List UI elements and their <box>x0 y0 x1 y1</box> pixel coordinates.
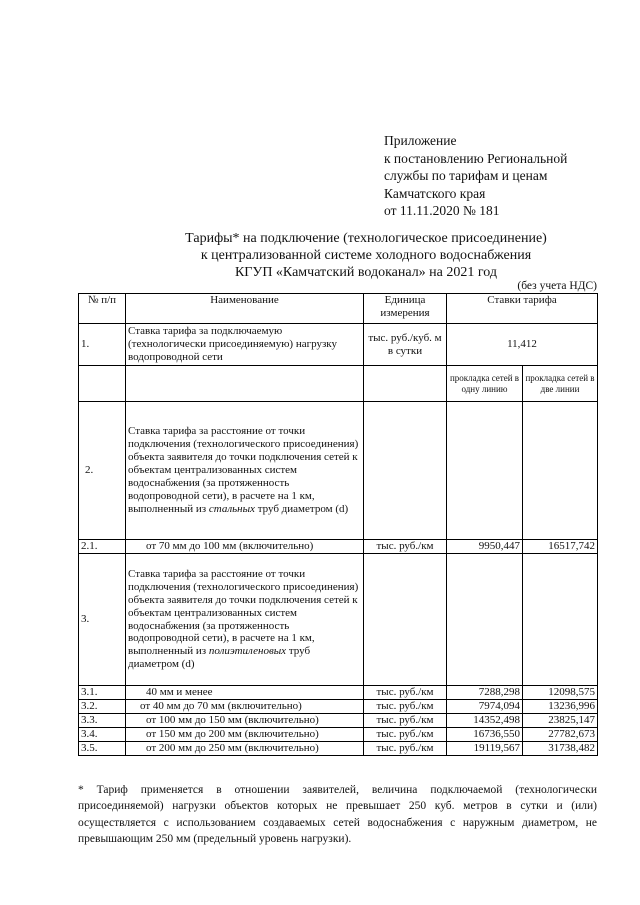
appendix-line: Камчатского края <box>384 185 486 201</box>
row-unit: тыс. руб./км <box>364 540 447 554</box>
table-row <box>79 324 598 366</box>
row-value-one-line: 7288,298 <box>447 686 523 700</box>
subheader-row <box>79 366 598 402</box>
row-name: от 100 мм до 150 мм (включительно) <box>126 714 364 728</box>
title-line: Тарифы* на подключение (технологическое присоединение) <box>185 231 547 246</box>
table-row <box>79 742 598 756</box>
row-unit: тыс. руб./км <box>364 686 447 700</box>
row-value-two-lines: 13236,996 <box>523 700 598 714</box>
row-value: 11,412 <box>447 324 598 366</box>
table-row <box>79 402 598 540</box>
row-name: от 70 мм до 100 мм (включительно) <box>126 540 364 554</box>
row-num: 3.4. <box>79 728 126 742</box>
row-num: 3.2. <box>79 700 126 714</box>
empty-cell <box>79 366 126 402</box>
row-name-text: Ставка тарифа за расстояние от точки подключения (технологического присоединения) объекта заявителя до точки подключения сетей к объектам централизованных систем водоснабжения (за протяженность водопроводной сети), в расчете на 1 км, выполненный из <box>128 425 359 515</box>
table-row <box>79 554 598 686</box>
row-value-one-line: 7974,094 <box>447 700 523 714</box>
row-name-text: труб диаметром (d) <box>128 645 311 671</box>
table-header-row <box>79 294 598 324</box>
empty-cell <box>364 366 447 402</box>
tariff-table <box>78 293 598 756</box>
row-name: Ставка тарифа за подключаемую (технологически присоединяемую) нагрузку водопроводной сети <box>126 324 364 366</box>
row-unit: тыс. руб./куб. м в сутки <box>364 324 447 366</box>
footnote: * Тариф применяется в отношении заявителей, величина подключаемой (технологически присоединяемой) нагрузки объектов которых не превышает 250 куб. метров в сутки и (или) осуществляется с использованием создаваемых сетей водоснабжения с наружным диаметром, не превышающим 250 мм (предельный уровень нагрузки). <box>78 784 597 845</box>
empty-cell <box>126 366 364 402</box>
row-num: 2. <box>79 402 126 540</box>
row-name-material: стальных <box>208 502 255 515</box>
table-row <box>79 700 598 714</box>
row-value-two-lines: 23825,147 <box>523 714 598 728</box>
row-num: 3.1. <box>79 686 126 700</box>
row-unit: тыс. руб./км <box>364 728 447 742</box>
header-name: Наименование <box>126 294 364 324</box>
row-value-one-line: 16736,550 <box>447 728 523 742</box>
row-name: от 150 мм до 200 мм (включительно) <box>126 728 364 742</box>
row-unit: тыс. руб./км <box>364 700 447 714</box>
appendix-line: службы по тарифам и ценам <box>384 168 548 184</box>
header-num: № п/п <box>79 294 126 324</box>
appendix-line: Приложение <box>384 133 457 148</box>
vat-note: (без учета НДС) <box>517 280 597 292</box>
row-num: 1. <box>79 324 126 366</box>
empty-cell <box>523 402 598 540</box>
row-name: от 40 мм до 70 мм (включительно) <box>126 700 364 714</box>
appendix-block <box>384 132 567 220</box>
row-name-text: Ставка тарифа за расстояние от точки подключения (технологического присоединения) объекта заявителя до точки подключения сетей к объектам централизованных систем водоснабжения (за протяженность водопроводной сети), в расчете на 1 км, выполненный из <box>128 567 359 658</box>
title-line: к централизованной системе холодного водоснабжения <box>200 248 532 263</box>
empty-cell <box>447 402 523 540</box>
appendix-line: к постановлению Региональной <box>384 150 568 166</box>
row-name <box>126 402 364 540</box>
row-unit: тыс. руб./км <box>364 714 447 728</box>
row-num: 2.1. <box>79 540 126 554</box>
header-rates: Ставки тарифа <box>447 294 598 324</box>
row-num: 3.5. <box>79 742 126 756</box>
row-value-two-lines: 27782,673 <box>523 728 598 742</box>
row-value-one-line: 19119,567 <box>447 742 523 756</box>
row-name-material: полиэтиленовых <box>208 645 287 658</box>
row-name: от 200 мм до 250 мм (включительно) <box>126 742 364 756</box>
table-row <box>79 714 598 728</box>
subheader-one-line: прокладка сетей в одну линию <box>447 366 523 402</box>
row-num: 3. <box>79 554 126 686</box>
row-name-text: труб диаметром (d) <box>254 502 349 515</box>
empty-cell <box>447 554 523 686</box>
row-value-one-line: 14352,498 <box>447 714 523 728</box>
header-unit: Единица измерения <box>364 294 447 324</box>
row-value-two-lines: 16517,742 <box>523 540 598 554</box>
table-row <box>79 686 598 700</box>
row-value-two-lines: 12098,575 <box>523 686 598 700</box>
appendix-line: от 11.11.2020 № 181 <box>384 203 500 219</box>
table-row <box>79 540 598 554</box>
row-value-two-lines: 31738,482 <box>523 742 598 756</box>
row-value-one-line: 9950,447 <box>447 540 523 554</box>
document-title <box>60 230 640 281</box>
empty-cell <box>364 554 447 686</box>
subheader-two-lines: прокладка сетей в две линии <box>523 366 598 402</box>
empty-cell <box>364 402 447 540</box>
row-num: 3.3. <box>79 714 126 728</box>
title-line: КГУП «Камчатский водоканал» на 2021 год <box>234 265 498 280</box>
empty-cell <box>523 554 598 686</box>
table-row <box>79 728 598 742</box>
row-name <box>126 554 364 686</box>
row-name: 40 мм и менее <box>126 686 364 700</box>
row-unit: тыс. руб./км <box>364 742 447 756</box>
